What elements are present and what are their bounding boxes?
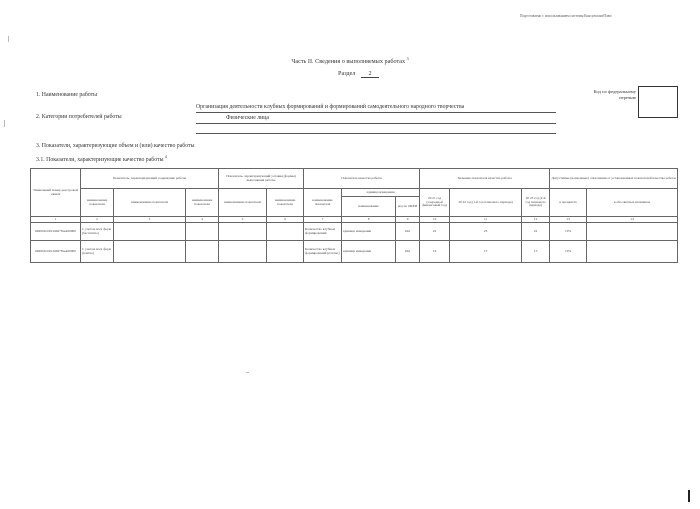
cell-empty xyxy=(114,241,186,263)
cell-condition: С учетом всех форм (платно) xyxy=(81,241,114,263)
scan-mark xyxy=(4,120,5,127)
cell-unit: единица измерения xyxy=(342,223,396,241)
th-okei-code: код по ОКЕИ xyxy=(396,197,420,217)
indicators-label: 3. Показатели, характеризующие объем и (или) качество работы xyxy=(36,143,195,149)
scan-mark xyxy=(246,372,249,373)
cell-code: 949916О.99.0.ББ78АА00000 xyxy=(31,223,81,241)
th-unique-number: Уникальный номер реестровой записи xyxy=(31,169,81,217)
cell-percent: 10% xyxy=(550,241,587,263)
quality-label xyxy=(36,154,167,163)
th-col-name: наименование показателя xyxy=(219,189,267,217)
col-number: 3 xyxy=(114,217,186,223)
quality-indicators-table xyxy=(30,168,678,263)
col-number: 13 xyxy=(550,217,587,223)
cell-okei: 642 xyxy=(396,241,420,263)
cell-empty xyxy=(219,241,267,263)
th-col-name: наименование показателя xyxy=(304,189,342,217)
part-title-footnote: 3 xyxy=(406,56,409,61)
table-row xyxy=(31,223,678,241)
th-year1: 20 21 год (очередной финансовый год) xyxy=(420,189,450,217)
col-number: 14 xyxy=(587,217,678,223)
cell-empty xyxy=(186,223,219,241)
cell-code: 949916О.99.0.ББ78АА00000 xyxy=(31,241,81,263)
cell-empty xyxy=(587,241,678,263)
consumers-underline-2 xyxy=(196,133,556,134)
cell-condition: С учетом всех форм (бесплатно) xyxy=(81,223,114,241)
col-number: 6 xyxy=(267,217,304,223)
scan-edge-mark xyxy=(688,490,690,502)
cell-empty xyxy=(267,241,304,263)
scan-mark xyxy=(8,36,9,42)
quality-label-text: 3.1. Показатели, характеризующие качество работы xyxy=(36,156,164,163)
cell-value-year3: 22 xyxy=(522,223,550,241)
cell-empty xyxy=(219,223,267,241)
section-value: 2 xyxy=(361,70,379,78)
work-name-underline xyxy=(196,112,556,113)
col-number: 10 xyxy=(420,217,450,223)
consumers-label: 2. Категории потребителей работы xyxy=(36,114,122,120)
cell-value-year2: 15 xyxy=(450,241,522,263)
cell-value-year2: 23 xyxy=(450,223,522,241)
th-year2: 20 22 год (1-й год планового периода) xyxy=(450,189,522,217)
part-title xyxy=(0,56,700,65)
work-name-label: 1. Наименование работы xyxy=(36,92,98,98)
cell-indicator: Количество клубных формирований (платно) xyxy=(304,241,342,263)
federal-list-code-label xyxy=(566,89,636,101)
table-row xyxy=(31,241,678,263)
cell-value-year1: 16 xyxy=(420,241,450,263)
section-label: Раздел xyxy=(338,70,356,77)
consumers-value: Физические лица xyxy=(226,115,269,121)
col-number: 4 xyxy=(186,217,219,223)
th-unit-name: наименование xyxy=(342,197,396,217)
cell-empty xyxy=(587,223,678,241)
cell-value-year1: 22 xyxy=(420,223,450,241)
col-number: 2 xyxy=(81,217,114,223)
th-col-name: наименование показателя xyxy=(81,189,114,217)
col-number: 11 xyxy=(450,217,522,223)
table-header-row xyxy=(31,169,678,189)
federal-list-code-box xyxy=(638,86,678,118)
col-number: 8 xyxy=(342,217,396,223)
th-col-name: наименование показателя xyxy=(267,189,304,217)
section-number xyxy=(338,70,379,78)
th-year3: 20 23 год (2-й год планового периода) xyxy=(522,189,550,217)
part-title-text: Часть II. Сведения о выполняемых работах xyxy=(291,58,406,66)
cell-empty xyxy=(267,223,304,241)
code-label-line1: Код по федеральному xyxy=(593,89,636,94)
cell-empty xyxy=(186,241,219,263)
table-header-row xyxy=(31,189,678,197)
th-col-name: наименование показателя xyxy=(114,189,186,217)
cell-unit: единица измерения xyxy=(342,241,396,263)
col-number: 1 xyxy=(31,217,81,223)
th-quality-group: Показатель качества работы xyxy=(304,169,420,189)
code-label-line2: перечню xyxy=(619,95,636,100)
consumers-underline xyxy=(196,123,556,124)
th-values-group: Значение показателя качества работы xyxy=(420,169,550,189)
col-number: 5 xyxy=(219,217,267,223)
th-in-absolute: в абсолютных величинах xyxy=(587,189,678,217)
cell-percent: 10% xyxy=(550,223,587,241)
th-deviation-group: Допустимые (возможные) отклонения от установленных показателей качества работы xyxy=(550,169,678,189)
th-content-group: Показатель, характеризующий содержание работы xyxy=(81,169,219,189)
cell-okei: 642 xyxy=(396,223,420,241)
consultant-plus-note: Подготовлено с использованием системы КонсультантПлюс xyxy=(520,14,613,18)
col-number: 12 xyxy=(522,217,550,223)
col-number: 7 xyxy=(304,217,342,223)
th-in-percent: в процентах xyxy=(550,189,587,217)
col-number: 9 xyxy=(396,217,420,223)
work-name-value: Организация деятельности клубных формирований и формирований самодеятельного народного творчества xyxy=(196,104,465,110)
cell-value-year3: 15 xyxy=(522,241,550,263)
th-col-name: наименование показателя xyxy=(186,189,219,217)
th-unit-group: единица измерения xyxy=(342,189,420,197)
quality-footnote: 4 xyxy=(164,154,167,159)
cell-empty xyxy=(114,223,186,241)
th-conditions-group: Показатель, характеризующий условия (формы) выполнения работы xyxy=(219,169,304,189)
cell-indicator: Количество клубных формирований xyxy=(304,223,342,241)
